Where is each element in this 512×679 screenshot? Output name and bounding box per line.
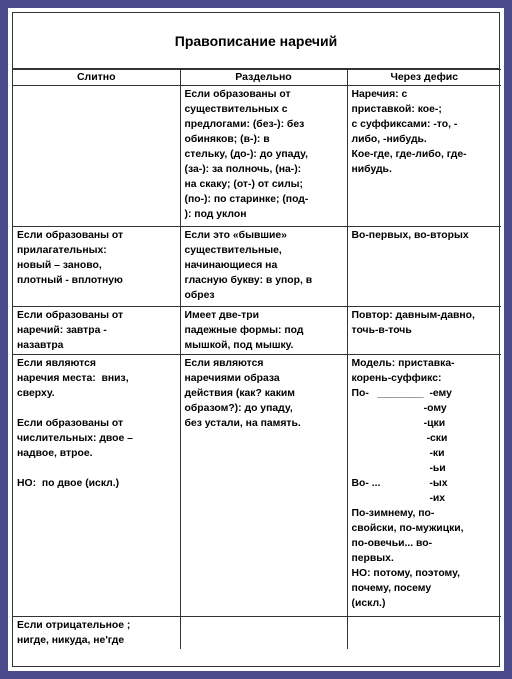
cell-line: наречия места: вниз, [17, 373, 129, 384]
cell-fused [13, 307, 180, 355]
cell-line: -их [351, 493, 446, 504]
header-hyphen: Через дефис [347, 70, 501, 86]
cell-line: первых. [351, 553, 394, 564]
cell-line: почему, посему [351, 583, 432, 594]
cell-line: без устали, на память. [184, 418, 301, 429]
cell-line: мышкой, под мышку. [184, 340, 294, 351]
cell-line: на скаку; (от-) от силы; [184, 179, 303, 190]
cell-line: Во- ... -ых [351, 478, 448, 489]
cell-line: существительных с [184, 104, 288, 115]
cell-separate [180, 227, 347, 307]
cell-line: Если являются [184, 358, 264, 369]
cell-fused [13, 227, 180, 307]
cell-line [17, 401, 176, 416]
cell-line: стельку, (до-): до упаду, [184, 149, 309, 160]
cell-line: По-зимнему, по- [351, 508, 435, 519]
cell-line: либо, -нибудь. [351, 134, 427, 145]
cell-line: Повтор: давным-давно, [351, 310, 475, 321]
cell-line: Если образованы от [184, 89, 291, 100]
cell-line: НО: потому, поэтому, [351, 568, 460, 579]
cell-line: Во-первых, во-вторых [351, 230, 469, 241]
cell-line: назавтра [17, 340, 64, 351]
cell-line: обиняков; (в-): в [184, 134, 270, 145]
cell-hyphen [347, 355, 501, 617]
cell-line: образом?): до упаду, [184, 403, 293, 414]
cell-line: приставкой: кое-; [351, 104, 442, 115]
cell-line: начинающиеся на [184, 260, 278, 271]
table-row [13, 307, 501, 355]
cell-line: существительные, [184, 245, 282, 256]
cell-line: числительных: двое – [17, 433, 133, 444]
cell-line [17, 461, 176, 476]
page-title: Правописание наречий [13, 13, 499, 69]
cell-line: гласную букву: в упор, в [184, 275, 313, 286]
cell-line: падежные формы: под [184, 325, 304, 336]
cell-line: точь-в-точь [351, 325, 412, 336]
cell-line: (искл.) [351, 598, 386, 609]
cell-line: НО: по двое (искл.) [17, 478, 120, 489]
cell-separate [180, 307, 347, 355]
table-row [13, 355, 501, 617]
cell-line: Если являются [17, 358, 96, 369]
cell-line: -ьи [351, 463, 446, 474]
cell-line: -ому [351, 403, 447, 414]
header-row [13, 70, 501, 86]
cell-line: ): под уклон [184, 209, 247, 220]
cell-line: наречий: завтра - [17, 325, 107, 336]
cell-fused [13, 86, 180, 227]
table-body [13, 86, 501, 650]
cell-line: надвое, втрое. [17, 448, 93, 459]
cell-line: Имеет две-три [184, 310, 259, 321]
cell-line: обрез [184, 290, 215, 301]
cell-fused [13, 617, 180, 650]
table-row [13, 86, 501, 227]
spelling-table [13, 69, 501, 649]
header-separate: Раздельно [180, 70, 347, 86]
table-row [13, 617, 501, 650]
cell-line: нибудь. [351, 164, 392, 175]
cell-line: наречиями образа [184, 373, 280, 384]
cell-hyphen [347, 307, 501, 355]
header-fused: Слитно [13, 70, 180, 86]
cell-line: предлогами: (без-): без [184, 119, 305, 130]
cell-hyphen [347, 86, 501, 227]
cell-line: свойски, по-мужицки, [351, 523, 464, 534]
cell-line: Модель: приставка- [351, 358, 455, 369]
cell-line: Если образованы от [17, 418, 124, 429]
cell-line: (за-): за полночь, (на-): [184, 164, 302, 175]
cell-line: нигде, никуда, не'где [17, 635, 125, 646]
cell-line: Если образованы от [17, 230, 124, 241]
cell-separate [180, 86, 347, 227]
cell-line: -ски [351, 433, 448, 444]
table-row [13, 227, 501, 307]
cell-line: прилагательных: [17, 245, 107, 256]
cell-line: с суффиксами: -то, - [351, 119, 458, 130]
cell-line: По- ________ -ему [351, 388, 452, 399]
cell-hyphen [347, 617, 501, 650]
cell-line: новый – заново, [17, 260, 102, 271]
cell-line: Если образованы от [17, 310, 124, 321]
cell-separate [180, 617, 347, 650]
cell-separate [180, 355, 347, 617]
cell-line: Кое-где, где-либо, где- [351, 149, 467, 160]
cell-fused [13, 355, 180, 617]
cell-line: -ки [351, 448, 445, 459]
cell-line: корень-суффикс: [351, 373, 442, 384]
cell-line: Наречия: с [351, 89, 408, 100]
cell-line: действия (как? каким [184, 388, 295, 399]
cell-line: по-овечьи... во- [351, 538, 433, 549]
cell-line: плотный - вплотную [17, 275, 123, 286]
cell-line: Если это «бывшие» [184, 230, 287, 241]
document [12, 12, 500, 667]
cell-line: -цки [351, 418, 446, 429]
cell-hyphen [347, 227, 501, 307]
cell-line: (по-): по старинке; (под- [184, 194, 309, 205]
cell-line: Если отрицательное ; [17, 620, 131, 631]
cell-line: сверху. [17, 388, 55, 399]
